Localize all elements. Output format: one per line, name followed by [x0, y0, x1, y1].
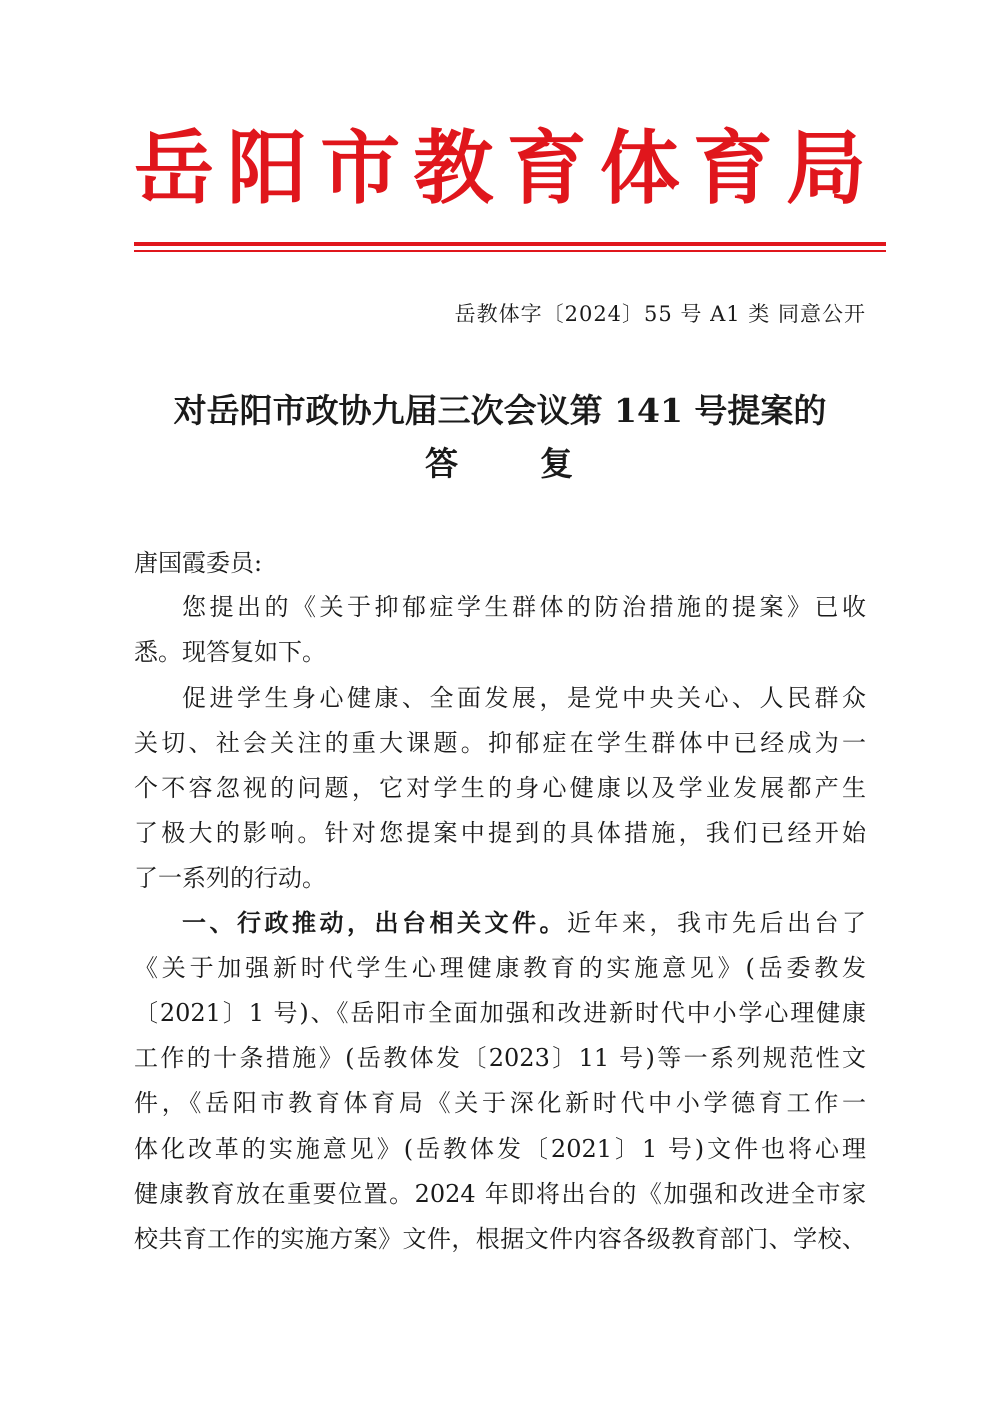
masthead-char: 教 [413, 121, 494, 215]
paragraph-line: 件，《岳阳市教育体育局《关于深化新时代中小学德育工作一 [134, 1089, 866, 1117]
masthead-char: 育 [692, 121, 773, 215]
paragraph-line: 工作的十条措施》(岳教体发〔2023〕11 号)等一系列规范性文 [134, 1044, 866, 1072]
paragraph-line: 了极大的影响。针对您提案中提到的具体措施，我们已经开始 [134, 819, 866, 847]
masthead-char: 市 [320, 121, 401, 215]
paragraph-line: 您提出的《关于抑郁症学生群体的防治措施的提案》已收 [182, 593, 866, 621]
masthead-char: 局 [785, 121, 866, 215]
masthead-char: 阳 [227, 121, 308, 215]
paragraph-line: 悉。现答复如下。 [134, 638, 326, 666]
masthead [134, 118, 866, 218]
paragraph-line: 《关于加强新时代学生心理健康教育的实施意见》(岳委教发 [134, 954, 866, 982]
document-title-line1: 对岳阳市政协九届三次会议第 141 号提案的 [173, 391, 827, 430]
section-text: 近年来，我市先后出台了 [567, 909, 866, 937]
paragraph-line: 〔2021〕1 号)、《岳阳市全面加强和改进新时代中小学心理健康 [134, 999, 866, 1027]
masthead-char: 体 [599, 121, 680, 215]
masthead-rule-thin [134, 250, 886, 252]
masthead-rule-thick [134, 242, 886, 246]
paragraph-line: 个不容忽视的问题，它对学生的身心健康以及学业发展都产生 [134, 774, 866, 802]
section-heading: 一、行政推动，出台相关文件。 [182, 908, 567, 937]
paragraph-line: 体化改革的实施意见》(岳教体发〔2021〕1 号)文件也将心理 [134, 1135, 866, 1163]
paragraph-line: 了一系列的行动。 [134, 864, 326, 892]
document-title-line2 [134, 438, 866, 485]
paragraph-line [134, 908, 866, 938]
document-number: 岳教体字〔2024〕55 号 A1 类 同意公开 [454, 302, 866, 326]
paragraph-line: 校共育工作的实施方案》文件，根据文件内容各级教育部门、学校、 [134, 1225, 866, 1253]
masthead-char: 育 [506, 121, 587, 215]
paragraph-line: 关切、社会关注的重大课题。抑郁症在学生群体中已经成为一 [134, 729, 866, 757]
masthead-char: 岳 [134, 121, 214, 215]
salutation: 唐国霞委员: [134, 549, 263, 577]
paragraph-line: 促进学生身心健康、全面发展，是党中央关心、人民群众 [182, 684, 866, 712]
title-char-right: 复 [540, 444, 575, 483]
title-char-left: 答 [425, 444, 460, 483]
paragraph-line: 健康教育放在重要位置。2024 年即将出台的《加强和改进全市家 [134, 1180, 866, 1208]
